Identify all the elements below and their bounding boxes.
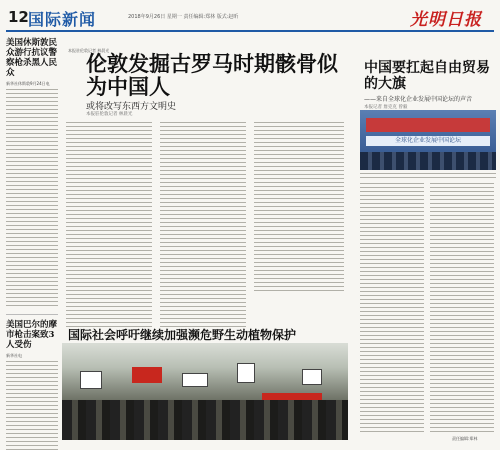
conference-banner <box>366 118 490 132</box>
left-story2-body <box>6 361 58 450</box>
protest-sign <box>182 373 208 387</box>
divider <box>6 314 58 315</box>
main-subheadline: 或将改写东西方文明史 <box>86 102 177 112</box>
editor-note: 责任编辑:郑林 <box>452 436 478 441</box>
protest-photo <box>62 343 348 440</box>
main-byline: 本报驻伦敦记者 林晨光 <box>86 112 133 117</box>
header-rule <box>6 30 494 32</box>
right-subheadline: ——来自全球化企业发展中国论坛的声音 <box>364 96 473 103</box>
right-body-col-2 <box>430 183 494 433</box>
main-kicker: 本报驻伦敦记者 林晨光 <box>68 48 110 53</box>
protest-sign <box>80 371 102 389</box>
conference-photo <box>360 110 496 170</box>
issue-info: 2018年9月26日 星期一 责任编辑:郑林 版式:赵昕 <box>128 14 239 20</box>
left-story-byline: 新华社休斯敦9月24日电 <box>6 81 50 86</box>
main-body-col-1 <box>66 122 152 327</box>
photo-story-headline: 国际社会呼吁继续加强濒危野生动植物保护 <box>68 328 297 342</box>
left-story2-byline: 新华社电 <box>6 353 22 358</box>
main-body-col-3 <box>254 122 344 292</box>
protest-sign <box>237 363 255 383</box>
masthead <box>0 0 500 36</box>
page-number: 12 <box>8 8 29 26</box>
conference-banner-text: 全球化企业发展中国论坛 <box>366 136 490 146</box>
left-story-body <box>6 89 58 309</box>
conference-audience <box>360 152 496 170</box>
main-headline: 伦敦发掘古罗马时期骸骨似为中国人 <box>86 51 338 99</box>
protest-crowd <box>62 400 348 440</box>
right-body-col-1 <box>360 183 424 433</box>
protest-sign <box>132 367 162 383</box>
left-story2-headline: 美国巴尔的摩市枪击案致3人受伤 <box>6 320 58 350</box>
protest-sign <box>302 369 322 385</box>
left-story-headline: 美国休斯敦民众游行抗议警察枪杀黑人民众 <box>6 38 58 78</box>
right-byline: 本报记者 詹克克 曾毅 <box>364 105 408 110</box>
newspaper-logo: 光明日报 <box>410 10 482 30</box>
section-title: 国际新闻 <box>28 10 97 29</box>
left-column <box>6 38 58 438</box>
photo-caption <box>360 173 496 179</box>
main-body-col-2 <box>160 122 246 327</box>
right-headline: 中国要扛起自由贸易的大旗 <box>364 60 490 92</box>
